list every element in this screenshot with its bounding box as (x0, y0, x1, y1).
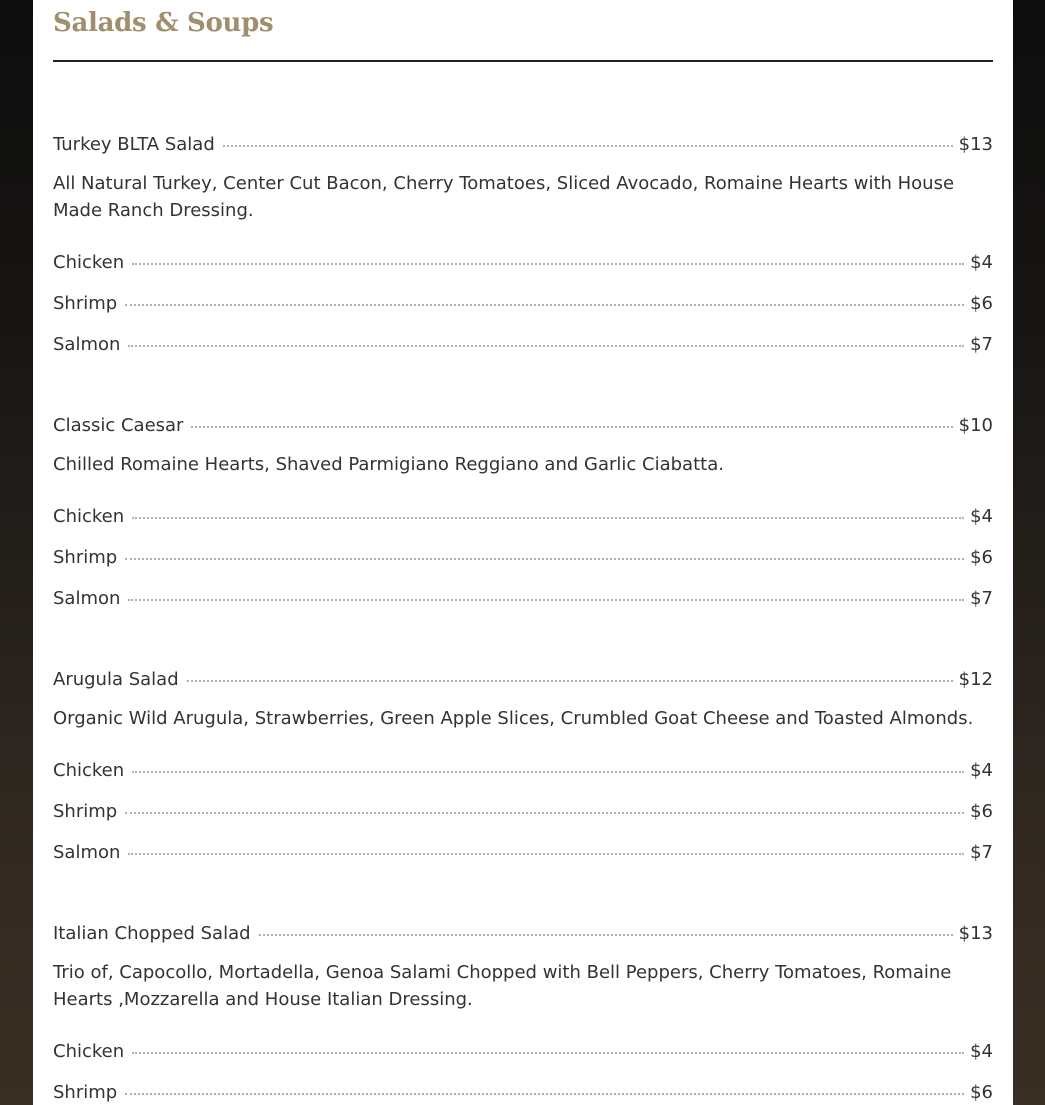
addon-price: $4 (970, 506, 993, 527)
addon-name: Chicken (53, 252, 125, 273)
addon-name: Salmon (53, 842, 121, 863)
addon-price: $7 (970, 334, 993, 355)
addon-row-shrimp (53, 293, 993, 315)
addon-row-shrimp (53, 801, 993, 823)
dot-leader (187, 680, 953, 682)
addon-name: Shrimp (53, 547, 118, 568)
addon-name: Chicken (53, 760, 125, 781)
dot-leader (223, 145, 953, 147)
item-description: Organic Wild Arugula, Strawberries, Green Apple Slices, Crumbled Goat Cheese and Toasted Almonds. (53, 708, 974, 729)
dot-leader (132, 1052, 964, 1054)
addon-price: $6 (970, 547, 993, 568)
menu-item-classic-caesar (53, 415, 993, 437)
addon-name: Shrimp (53, 1082, 118, 1103)
item-name: Turkey BLTA Salad (53, 134, 215, 155)
item-name: Arugula Salad (53, 669, 179, 690)
menu-item-arugula-salad (53, 669, 993, 691)
dot-leader (259, 934, 953, 936)
addon-row-shrimp (53, 1082, 993, 1104)
item-description: Trio of, Capocollo, Mortadella, Genoa Salami Chopped with Bell Peppers, Cherry Tomatoes, Romaine Hearts ,Mozzarella and House Italian Dressing. (53, 962, 952, 1010)
addon-name: Salmon (53, 588, 121, 609)
dot-leader (191, 426, 952, 428)
addon-price: $7 (970, 842, 993, 863)
item-price: $13 (958, 134, 993, 155)
addon-price: $6 (970, 801, 993, 822)
item-description: Chilled Romaine Hearts, Shaved Parmigiano Reggiano and Garlic Ciabatta. (53, 454, 724, 475)
addon-row-chicken (53, 252, 993, 274)
addon-name: Salmon (53, 334, 121, 355)
addon-price: $6 (970, 1082, 993, 1103)
item-price: $10 (958, 415, 993, 436)
addon-row-chicken (53, 506, 993, 528)
addon-row-shrimp (53, 547, 993, 569)
addon-price: $4 (970, 760, 993, 781)
addon-row-salmon (53, 842, 993, 864)
item-price: $12 (958, 669, 993, 690)
section-divider (53, 60, 993, 62)
dot-leader (128, 345, 964, 347)
item-name: Classic Caesar (53, 415, 184, 436)
addon-price: $6 (970, 293, 993, 314)
dot-leader (128, 599, 964, 601)
item-name: Italian Chopped Salad (53, 923, 251, 944)
menu-item-turkey-blta-salad (53, 134, 993, 156)
addon-name: Chicken (53, 506, 125, 527)
addon-name: Shrimp (53, 293, 118, 314)
menu-item-italian-chopped-salad (53, 923, 993, 945)
dot-leader (132, 771, 964, 773)
dot-leader (125, 1093, 964, 1095)
dot-leader (125, 558, 964, 560)
addon-row-salmon (53, 588, 993, 610)
dot-leader (128, 853, 964, 855)
dot-leader (125, 812, 964, 814)
addon-row-chicken (53, 1041, 993, 1063)
addon-name: Shrimp (53, 801, 118, 822)
section-title: Salads & Soups (53, 8, 274, 38)
dot-leader (125, 304, 964, 306)
dot-leader (132, 517, 964, 519)
item-price: $13 (958, 923, 993, 944)
addon-name: Chicken (53, 1041, 125, 1062)
addon-row-salmon (53, 334, 993, 356)
dot-leader (132, 263, 964, 265)
addon-price: $7 (970, 588, 993, 609)
item-description: All Natural Turkey, Center Cut Bacon, Cherry Tomatoes, Sliced Avocado, Romaine Hearts with House Made Ranch Dressing. (53, 173, 955, 221)
menu-panel (33, 0, 1013, 1105)
addon-row-chicken (53, 760, 993, 782)
addon-price: $4 (970, 252, 993, 273)
addon-price: $4 (970, 1041, 993, 1062)
